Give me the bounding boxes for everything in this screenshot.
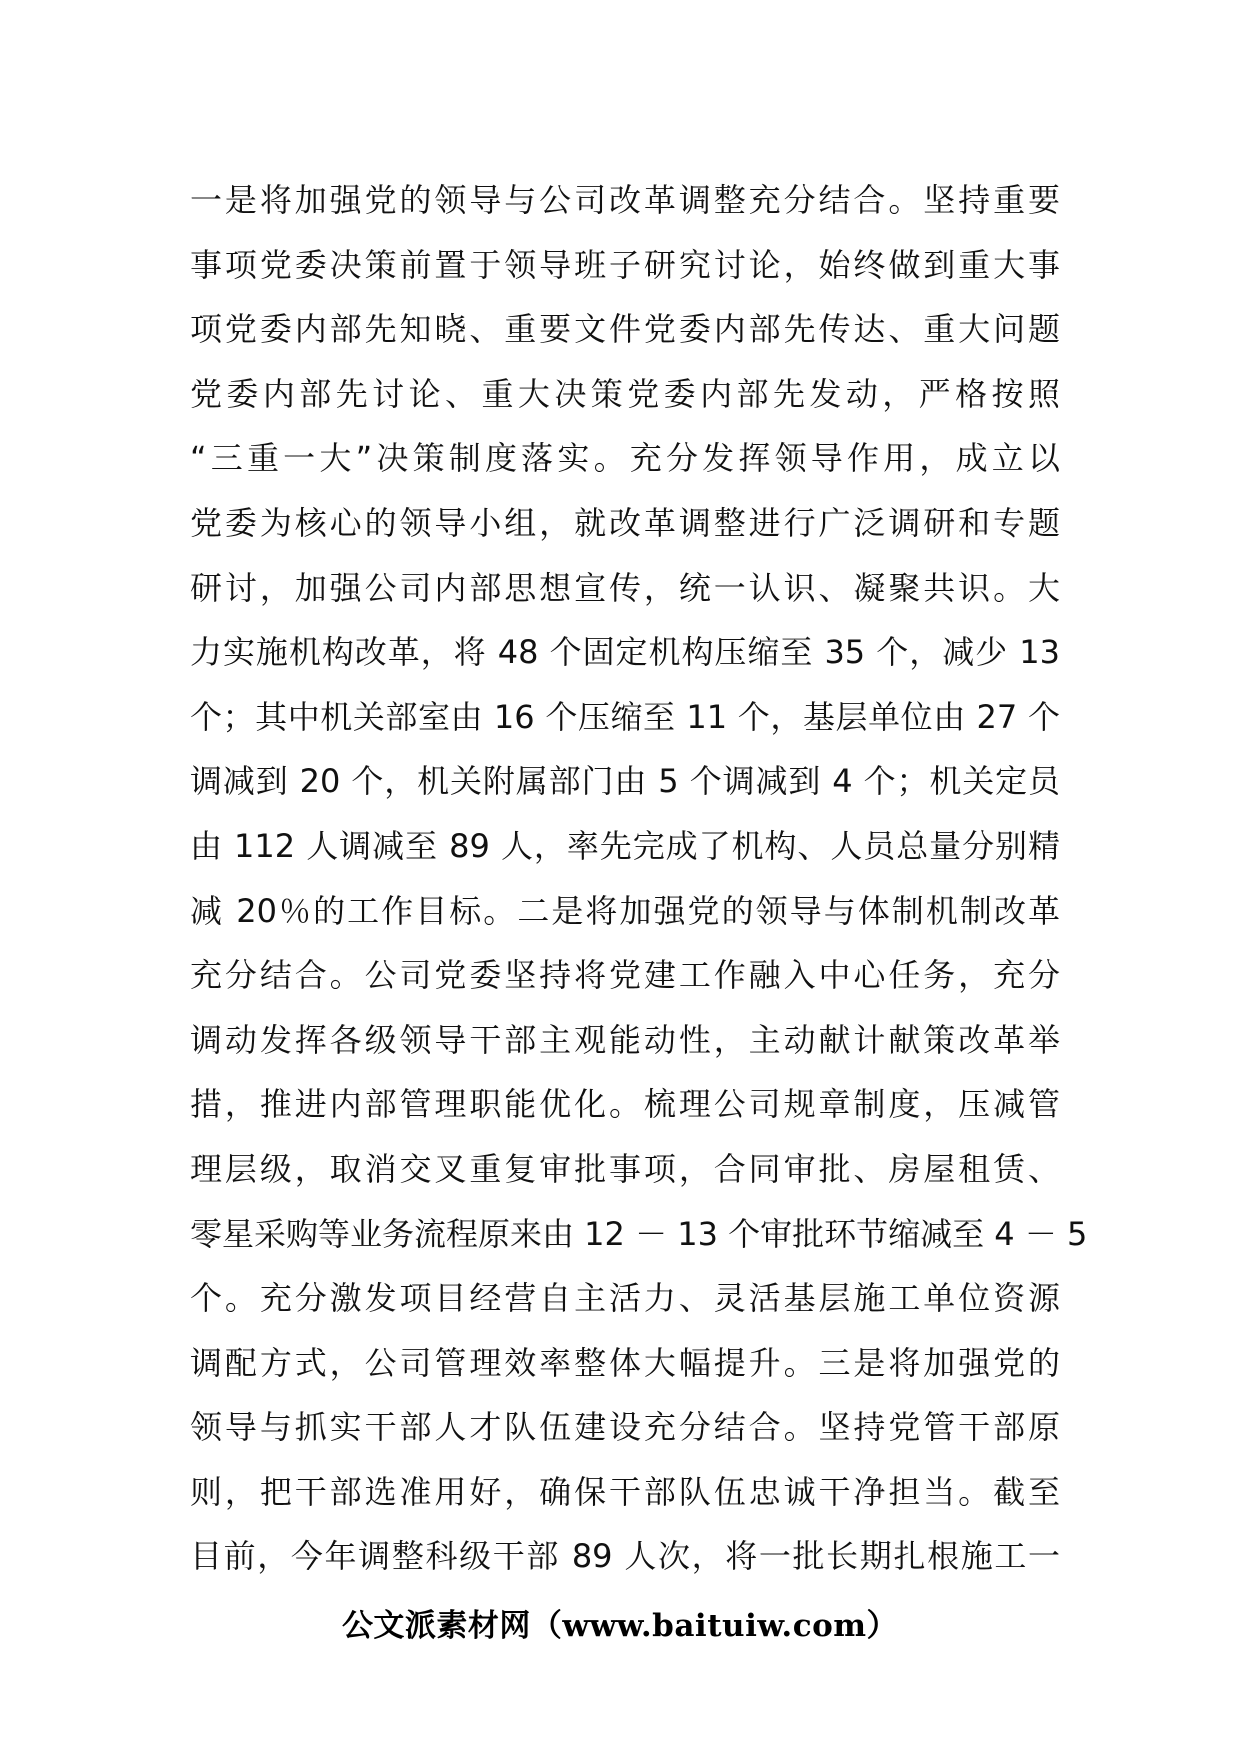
text-line: 则，把干部选准用好，确保干部队伍忠诚干净担当。截至 xyxy=(190,1472,1060,1511)
text-line: 目前，今年调整科级干部 89 人次，将一批长期扎根施工一 xyxy=(190,1537,1060,1576)
text-line: 由 112 人调减至 89 人，率先完成了机构、人员总量分别精 xyxy=(190,826,1060,865)
text-line: 调动发挥各级领导干部主观能动性，主动献计献策改革举 xyxy=(190,1020,1060,1059)
text-line: 零星采购等业务流程原来由 12 － 13 个审批环节缩减至 4 － 5 xyxy=(190,1214,1088,1253)
text-line: 党委为核心的领导小组，就改革调整进行广泛调研和专题 xyxy=(190,503,1060,542)
text-line: 充分结合。公司党委坚持将党建工作融入中心任务，充分 xyxy=(190,956,1060,995)
text-line: 项党委内部先知晓、重要文件党委内部先传达、重大问题 xyxy=(190,310,1060,349)
text-line: 党委内部先讨论、重大决策党委内部先发动，严格按照 xyxy=(190,374,1060,413)
text-line: 个；其中机关部室由 16 个压缩至 11 个，基层单位由 27 个 xyxy=(190,697,1060,736)
text-line: 力实施机构改革，将 48 个固定机构压缩至 35 个，减少 13 xyxy=(190,633,1060,672)
text-line: 调配方式，公司管理效率整体大幅提升。三是将加强党的 xyxy=(190,1343,1060,1382)
text-line: “三重一大”决策制度落实。充分发挥领导作用，成立以 xyxy=(190,439,1060,478)
text-line: 个。充分激发项目经营自主活力、灵活基层施工单位资源 xyxy=(190,1279,1060,1318)
text-line: 事项党委决策前置于领导班子研究讨论，始终做到重大事 xyxy=(190,245,1060,284)
body-paragraph xyxy=(190,168,1088,1589)
footer-watermark: 公文派素材网（www.baituiw.com） xyxy=(341,1608,899,1644)
text-line: 一是将加强党的领导与公司改革调整充分结合。坚持重要 xyxy=(190,181,1060,219)
text-line: 减 20％的工作目标。二是将加强党的领导与体制机制改革 xyxy=(190,891,1060,930)
text-line: 研讨，加强公司内部思想宣传，统一认识、凝聚共识。大 xyxy=(190,568,1060,607)
text-line: 理层级，取消交叉重复审批事项，合同审批、房屋租赁、 xyxy=(190,1149,1060,1188)
text-line: 措，推进内部管理职能优化。梳理公司规章制度，压减管 xyxy=(190,1085,1060,1124)
text-line: 调减到 20 个，机关附属部门由 5 个调减到 4 个；机关定员 xyxy=(190,762,1060,801)
text-line: 领导与抓实干部人才队伍建设充分结合。坚持党管干部原 xyxy=(190,1408,1060,1447)
